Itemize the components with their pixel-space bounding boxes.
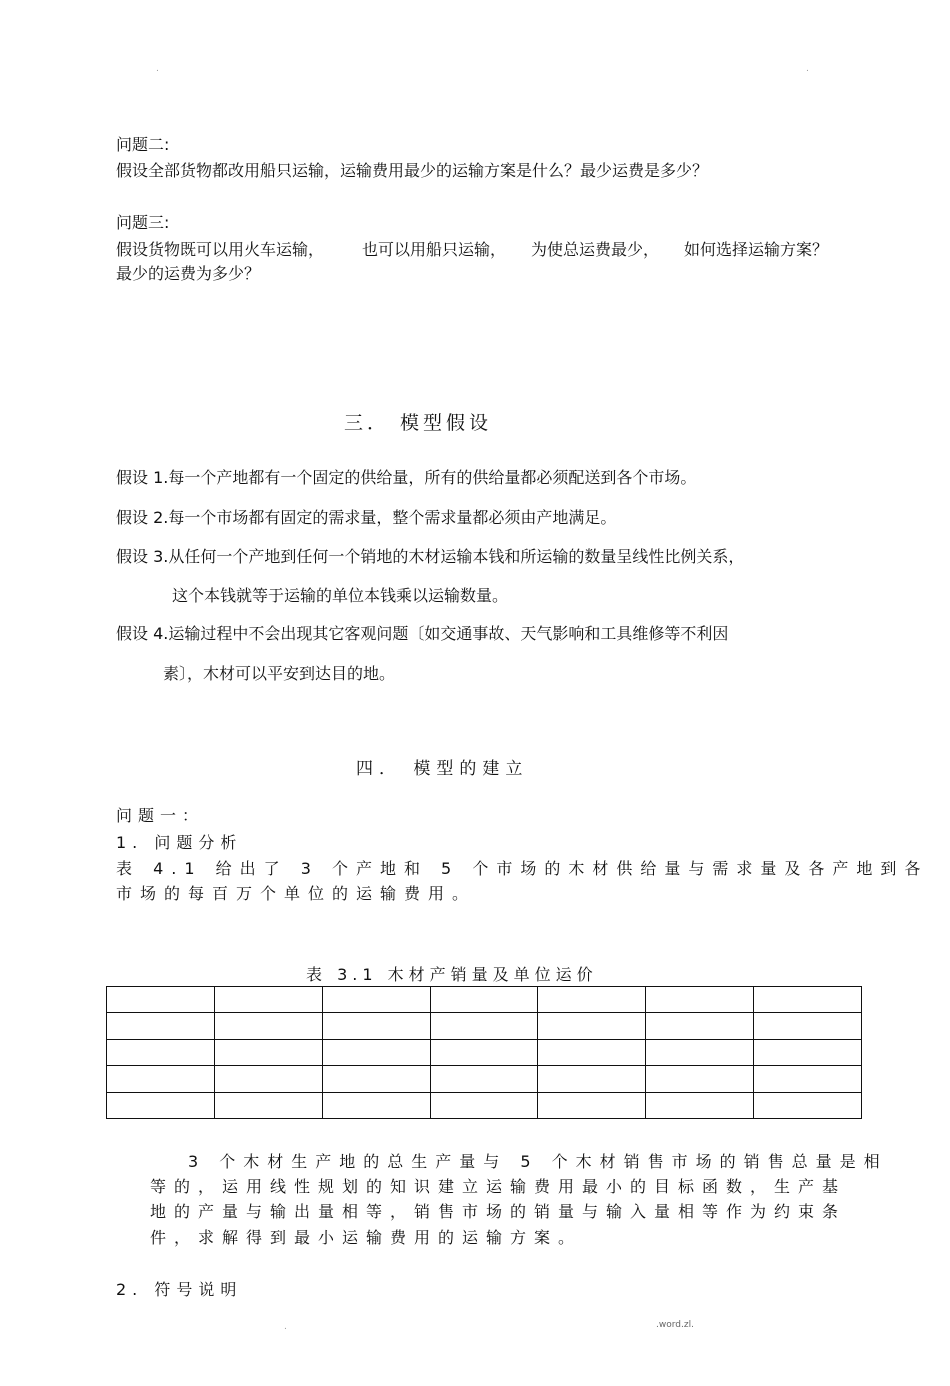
analysis-title: 1. 问题分析 xyxy=(116,833,243,852)
table-cell xyxy=(322,1013,430,1039)
table-cell xyxy=(107,1013,215,1039)
assumption-3: 假设 3.从任何一个产地到任何一个销地的木材运输本钱和所运输的数量呈线性比例关系， xyxy=(116,547,745,566)
corner-mark-bottom-left: . xyxy=(284,1322,287,1332)
table-cell xyxy=(430,987,538,1013)
table-row xyxy=(107,1013,862,1039)
analysis-line-2: 市场的每百万个单位的运输费用。 xyxy=(116,884,477,903)
table-cell xyxy=(754,1092,862,1118)
table-cell xyxy=(646,1039,754,1065)
question3-body-part4: 如何选择运输方案？ xyxy=(684,240,829,259)
corner-mark-top-left: . xyxy=(156,64,159,74)
question3-title: 问题三: xyxy=(116,213,170,232)
table-cell xyxy=(646,987,754,1013)
table-cell xyxy=(538,987,646,1013)
table-cell xyxy=(322,1092,430,1118)
table-cell xyxy=(322,1066,430,1092)
question2-body: 假设全部货物都改用船只运输，运输费用最少的运输方案是什么？最少运费是多少？ xyxy=(116,161,709,180)
assumption-2: 假设 2.每一个市场都有固定的需求量，整个需求量都必须由产地满足。 xyxy=(116,508,617,527)
table-cell xyxy=(754,987,862,1013)
question3-body-part1: 假设货物既可以用火车运输， xyxy=(116,240,325,259)
table-cell xyxy=(107,1039,215,1065)
table-cell xyxy=(538,1039,646,1065)
paragraph-line-4: 件，求解得到最小运输费用的运输方案。 xyxy=(150,1228,583,1247)
table-cell xyxy=(538,1013,646,1039)
table-cell xyxy=(754,1039,862,1065)
assumption-4-continued: 素〕，木材可以平安到达目的地。 xyxy=(163,664,396,683)
table-cell xyxy=(646,1092,754,1118)
table-cell xyxy=(322,1039,430,1065)
table-cell xyxy=(322,987,430,1013)
table-cell xyxy=(214,987,322,1013)
table-cell xyxy=(430,1039,538,1065)
assumption-1: 假设 1.每一个产地都有一个固定的供给量，所有的供给量都必须配送到各个市场。 xyxy=(116,468,697,487)
table-cell xyxy=(107,987,215,1013)
table-cell xyxy=(646,1013,754,1039)
question2-title: 问题二: xyxy=(116,135,170,154)
table-row xyxy=(107,1039,862,1065)
timber-supply-demand-table xyxy=(106,986,862,1119)
analysis-line-1: 表 4.1 给出了 3 个产地和 5 个市场的木材供给量与需求量及各产地到各 xyxy=(116,859,929,878)
table-cell xyxy=(214,1039,322,1065)
question3-body-part2: 也可以用船只运输， xyxy=(362,240,507,259)
paragraph-line-3: 地的产量与输出量相等，销售市场的销量与输入量相等作为约束条 xyxy=(150,1202,847,1221)
table-cell xyxy=(214,1013,322,1039)
table-cell xyxy=(538,1066,646,1092)
table-cell xyxy=(430,1066,538,1092)
table-cell xyxy=(214,1066,322,1092)
problem1-title: 问题一： xyxy=(116,806,205,825)
assumption-4: 假设 4.运输过程中不会出现其它客观问题〔如交通事故、天气影响和工具维修等不利因 xyxy=(116,624,729,643)
table-cell xyxy=(538,1092,646,1118)
table-row xyxy=(107,987,862,1013)
section3-heading: 三． 模型假设 xyxy=(344,412,493,434)
section4-heading: 四． 模型的建立 xyxy=(356,759,529,779)
table-row xyxy=(107,1066,862,1092)
table-cell xyxy=(646,1066,754,1092)
table-cell xyxy=(214,1092,322,1118)
table-caption: 表 3.1 木材产销量及单位运价 xyxy=(306,965,598,984)
table-cell xyxy=(430,1013,538,1039)
table-cell xyxy=(107,1066,215,1092)
symbols-title: 2. 符号说明 xyxy=(116,1280,243,1299)
assumption-3-continued: 这个本钱就等于运输的单位本钱乘以运输数量。 xyxy=(172,586,509,605)
table-row xyxy=(107,1092,862,1118)
paragraph-line-2: 等的，运用线性规划的知识建立运输费用最小的目标函数，生产基 xyxy=(150,1177,847,1196)
footer-watermark: .word.zl. xyxy=(656,1320,694,1330)
question3-body-part3: 为使总运费最少， xyxy=(531,240,660,259)
table-cell xyxy=(754,1066,862,1092)
table-cell xyxy=(430,1092,538,1118)
table-cell xyxy=(107,1092,215,1118)
table-cell xyxy=(754,1013,862,1039)
question3-body-line2: 最少的运费为多少？ xyxy=(116,264,261,283)
corner-mark-top-right: . xyxy=(806,64,809,74)
paragraph-line-1: 3 个木材生产地的总生产量与 5 个木材销售市场的销售总量是相 xyxy=(188,1152,888,1171)
